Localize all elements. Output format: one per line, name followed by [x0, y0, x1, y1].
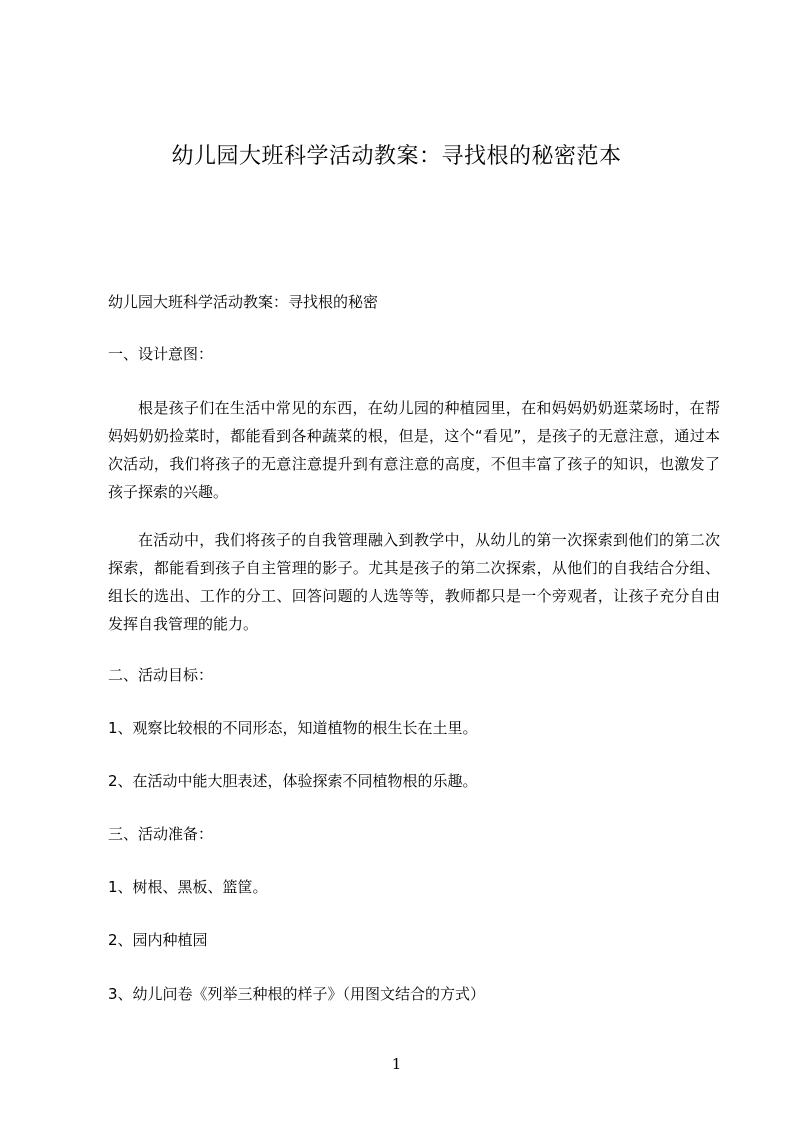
goal-item-2: 2、在活动中能大胆表述，体验探索不同植物根的乐趣。 [108, 772, 478, 790]
goal-item-1: 1、观察比较根的不同形态，知道植物的根生长在土里。 [108, 719, 478, 737]
page-number: 1 [391, 1055, 402, 1073]
section-heading-preparation: 三、活动准备： [108, 825, 214, 843]
prep-item-2: 2、园内种植园 [108, 931, 208, 949]
prep-item-1: 1、树根、黑板、篮筐。 [108, 878, 268, 896]
section-heading-goals: 二、活动目标： [108, 666, 214, 684]
paragraph-design-intent-2: 在活动中，我们将孩子的自我管理融入到教学中，从幼儿的第一次探索到他们的第二次探索，都能看到孩子自主管理的影子。尤其是孩子的第二次探索，从他们的自我结合分组、组长的选出、工作的分工、回答问题的人选等等，教师都只是一个旁观者，让孩子充分自由发挥自我管理的能力。 [108, 531, 720, 633]
prep-item-3: 3、幼儿问卷《列举三种根的样子》（用图文结合的方式） [108, 985, 486, 1003]
section-heading-design-intent: 一、设计意图： [108, 345, 214, 363]
paragraph-design-intent-1: 根是孩子们在生活中常见的东西，在幼儿园的种植园里，在和妈妈奶奶逛菜场时，在帮妈妈奶奶捡菜时，都能看到各种蔬菜的根，但是，这个“看见”，是孩子的无意注意，通过本次活动，我们将孩子的无意注意提升到有意注意的高度，不但丰富了孩子的知识，也激发了孩子探索的兴趣。 [108, 399, 720, 501]
document-subtitle: 幼儿园大班科学活动教案：寻找根的秘密 [108, 293, 379, 311]
document-title: 幼儿园大班科学活动教案：寻找根的秘密范本 [171, 144, 622, 169]
